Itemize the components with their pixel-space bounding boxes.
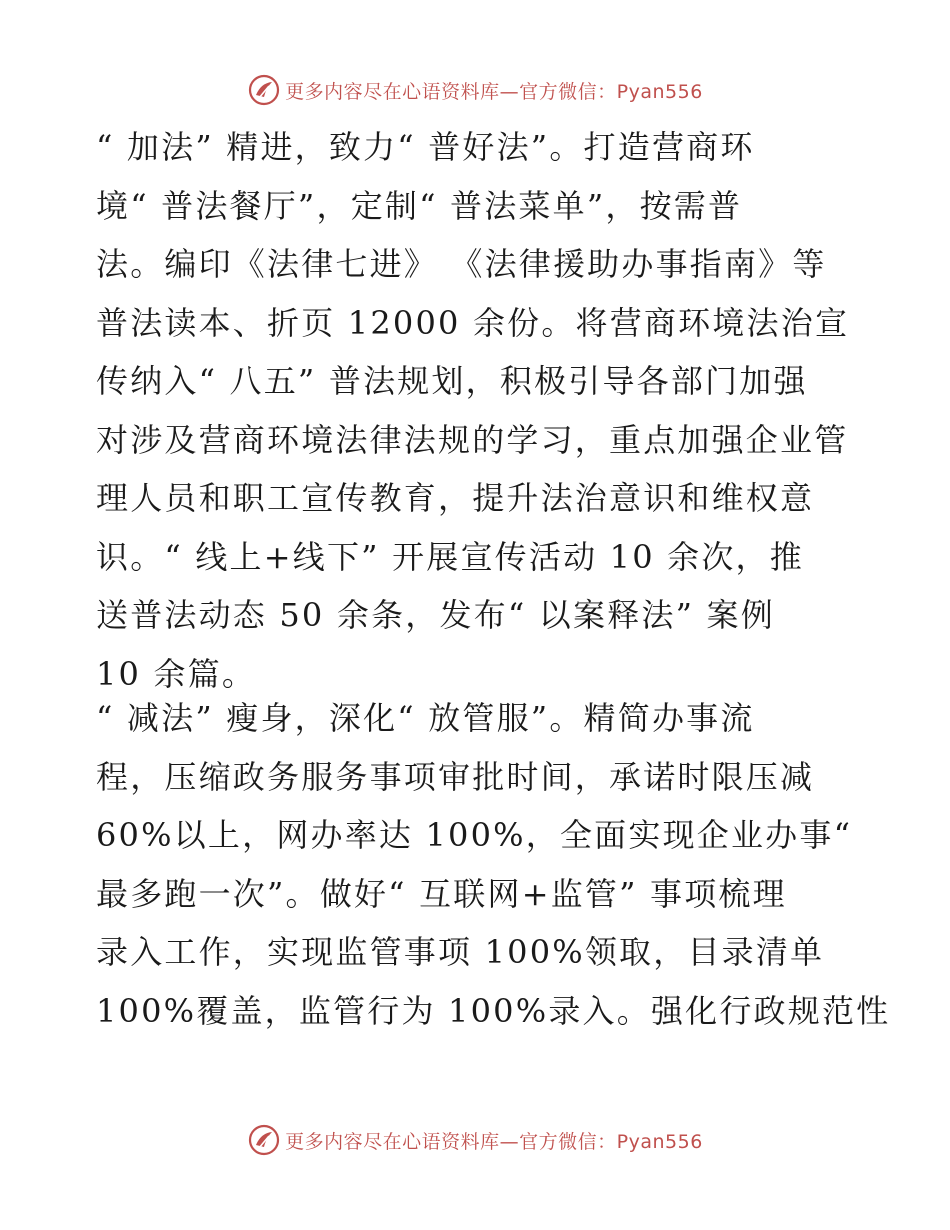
paragraph-addition	[96, 118, 856, 703]
text-line: 送普法动态 50 余条，发布“ 以案释法” 案例	[96, 596, 775, 634]
paragraph-subtraction	[96, 689, 891, 1040]
header-banner-text: 更多内容尽在心语资料库—官方微信：Pyan556	[285, 80, 703, 103]
text-line: 录入工作，实现监管事项 100%领取，目录清单	[96, 933, 825, 971]
text-line: 60%以上，网办率达 100%，全面实现企业办事“	[96, 816, 853, 854]
text-line: 100%覆盖，监管行为 100%录入。强化行政规范性	[96, 991, 891, 1030]
footer-banner-inner	[247, 1123, 703, 1157]
text-line: 法。编印《法律七进》 《法律援助办事指南》等	[96, 245, 827, 283]
logo-icon	[247, 1123, 281, 1157]
footer-banner	[0, 1120, 950, 1160]
text-line: 对涉及营商环境法律法规的学习，重点加强企业管	[96, 420, 849, 459]
text-line: 程，压缩政务服务事项审批时间，承诺时限压减	[96, 757, 815, 796]
logo-icon	[247, 73, 281, 107]
text-line: 最多跑一次”。做好“ 互联网+监管” 事项梳理	[96, 874, 787, 913]
text-line: “ 加法” 精进，致力“ 普好法”。打造营商环	[96, 128, 755, 166]
text-line: 普法读本、折页 12000 余份。将营商环境法治宣	[96, 303, 850, 342]
text-line: 10 余篇。	[96, 654, 257, 693]
footer-banner-text: 更多内容尽在心语资料库—官方微信：Pyan556	[285, 1130, 703, 1153]
text-line: 传纳入“ 八五” 普法规划，积极引导各部门加强	[96, 362, 808, 400]
text-line: 识。“ 线上+线下” 开展宣传活动 10 余次，推	[96, 537, 804, 576]
header-banner	[0, 70, 950, 110]
text-line: 理人员和职工宣传教育，提升法治意识和维权意	[96, 479, 815, 517]
text-line: “ 减法” 瘦身，深化“ 放管服”。精简办事流	[96, 699, 755, 737]
text-line: 境“ 普法餐厅”，定制“ 普法菜单”，按需普	[96, 186, 743, 225]
header-banner-inner	[247, 73, 703, 107]
